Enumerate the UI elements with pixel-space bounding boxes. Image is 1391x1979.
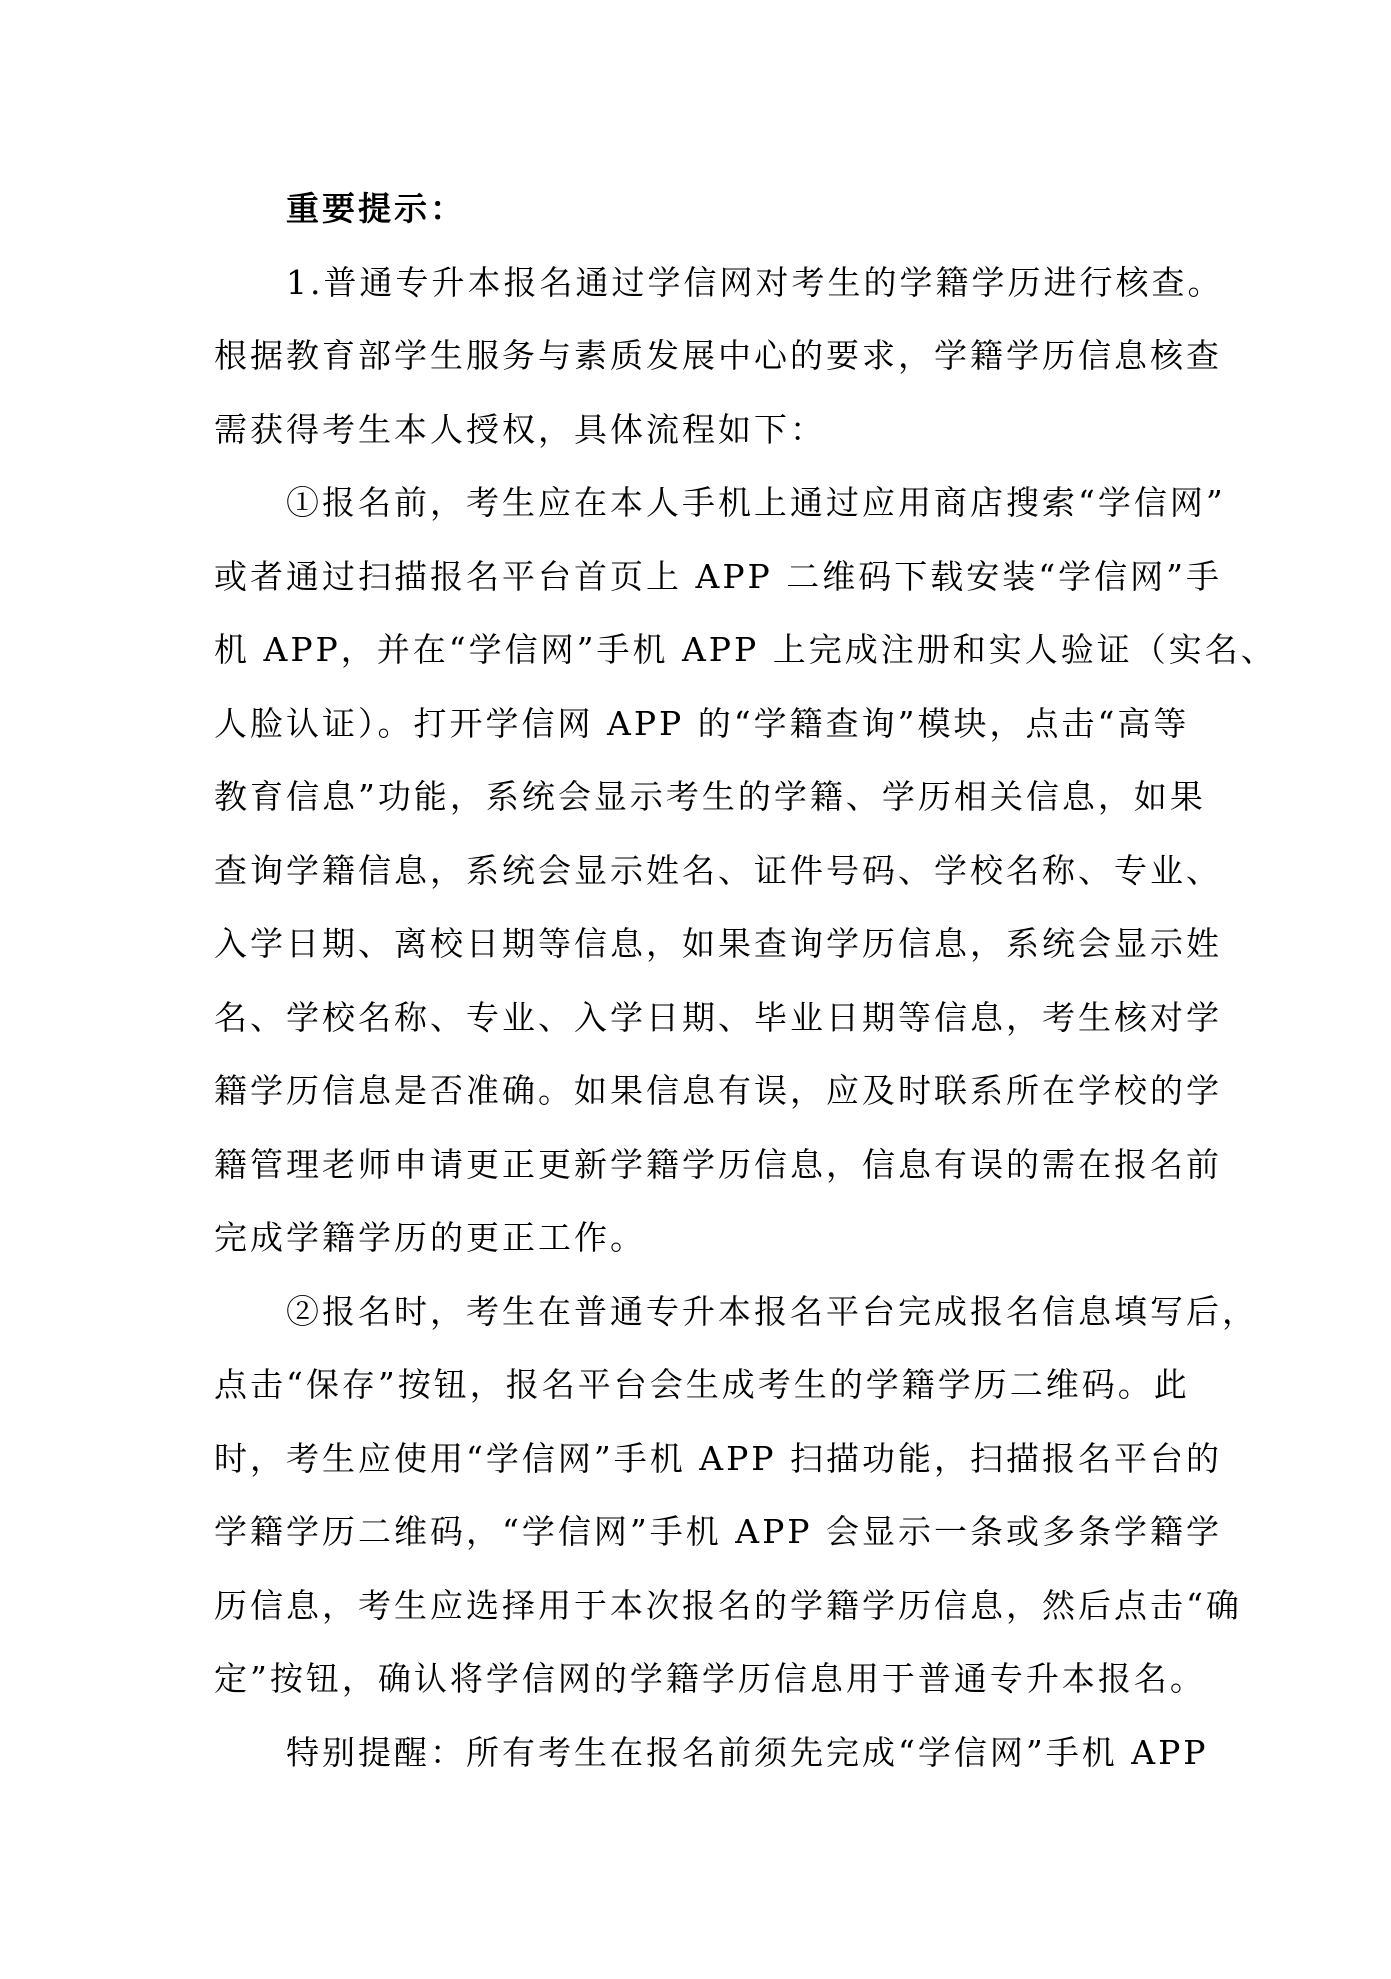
paragraph-line: 查询学籍信息，系统会显示姓名、证件号码、学校名称、专业、 xyxy=(214,850,1222,890)
paragraph-line: 特别提醒：所有考生在报名前须先完成“学信网”手机 APP xyxy=(286,1732,1209,1772)
paragraph-line: 人脸认证）。打开学信网 APP 的“学籍查询”模块，点击“高等 xyxy=(214,703,1190,743)
paragraph-1 xyxy=(214,246,1224,467)
paragraph-line: 需获得考生本人授权，具体流程如下： xyxy=(214,409,826,449)
paragraph-line: 籍管理老师申请更正更新学籍学历信息，信息有误的需在报名前 xyxy=(214,1144,1222,1184)
paragraph-line: 1.普通专升本报名通过学信网对考生的学籍学历进行核查。 xyxy=(286,262,1224,302)
paragraph-line: 学籍学历二维码，“学信网”手机 APP 会显示一条或多条学籍学 xyxy=(214,1512,1222,1551)
heading: 重要提示： xyxy=(286,189,466,228)
paragraph-line: 定”按钮，确认将学信网的学籍学历信息用于普通专升本报名。 xyxy=(214,1659,1206,1698)
paragraph-line: 根据教育部学生服务与素质发展中心的要求，学籍学历信息核查 xyxy=(214,336,1222,375)
paragraph-line: 或者通过扫描报名平台首页上 APP 二维码下载安装“学信网”手 xyxy=(214,556,1222,596)
paragraph-line: 时，考生应使用“学信网”手机 APP 扫描功能，扫描报名平台的 xyxy=(214,1438,1222,1478)
paragraph-2 xyxy=(214,466,1277,1275)
paragraph-3 xyxy=(214,1275,1258,1716)
paragraph-line: 名、学校名称、专业、入学日期、毕业日期等信息，考生核对学 xyxy=(214,997,1222,1037)
paragraph-4 xyxy=(214,1716,1214,1790)
paragraph-line: 完成学籍学历的更正工作。 xyxy=(214,1218,646,1257)
paragraph-line: 机 APP，并在“学信网”手机 APP 上完成注册和实人验证（实名、 xyxy=(214,630,1277,669)
document-body xyxy=(214,172,1277,1789)
paragraph-line: ②报名时，考生在普通专升本报名平台完成报名信息填写后， xyxy=(286,1291,1258,1331)
paragraph-line: 点击“保存”按钮，报名平台会生成考生的学籍学历二维码。此 xyxy=(214,1365,1190,1404)
paragraph-line: 入学日期、离校日期等信息，如果查询学历信息，系统会显示姓 xyxy=(214,924,1222,963)
paragraph-line: 历信息，考生应选择用于本次报名的学籍学历信息，然后点击“确 xyxy=(214,1585,1242,1625)
paragraph-line: ①报名前，考生应在本人手机上通过应用商店搜索“学信网” xyxy=(286,483,1226,522)
paragraph-line: 籍学历信息是否准确。如果信息有误，应及时联系所在学校的学 xyxy=(214,1071,1222,1110)
paragraph-line: 教育信息”功能，系统会显示考生的学籍、学历相关信息，如果 xyxy=(214,777,1206,816)
